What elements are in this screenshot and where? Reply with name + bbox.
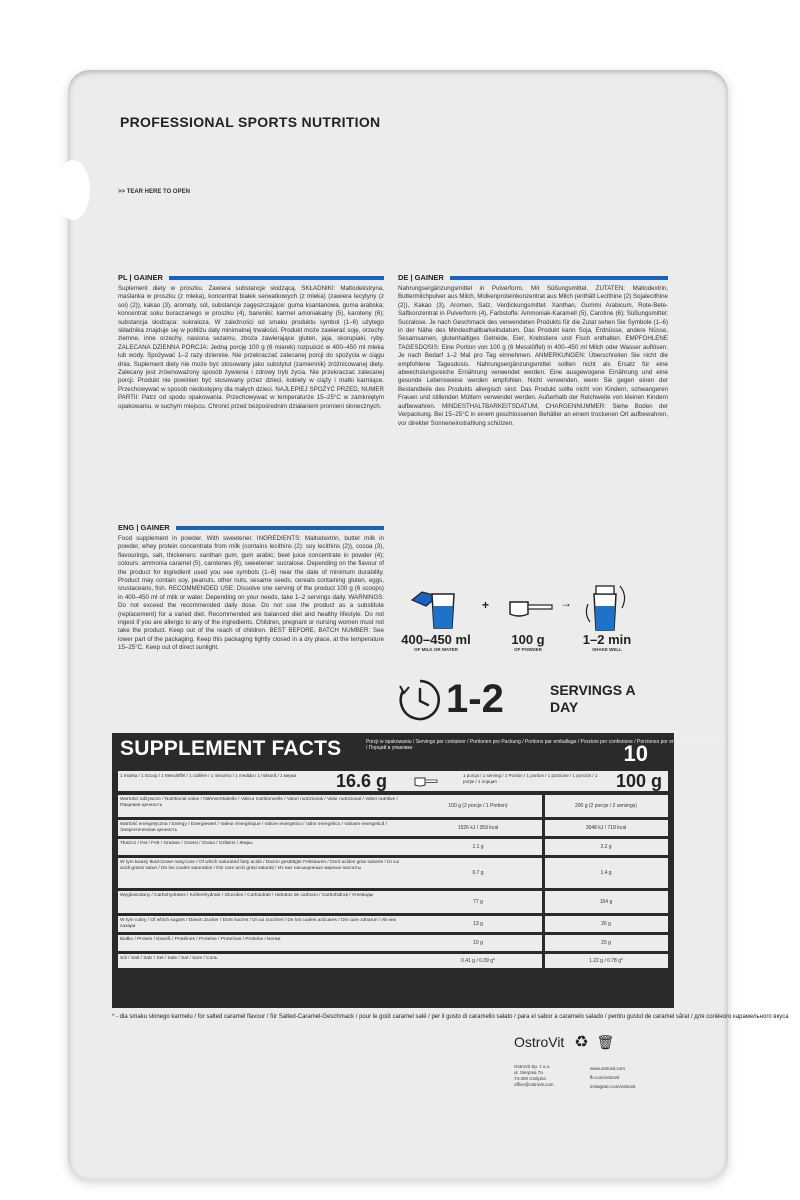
servings-per-container-label: Porcji w opakowaniu / Servings per container / Portionen pro Packung / Portions par emballage / Porzioni per confezione / Porciones por envase / Porţii în ambalaj / Порций в упаковке [366, 739, 726, 751]
section-eng-heading: ENG | GAINER [118, 523, 170, 532]
step-shake-sub: SHAKE WELL [592, 647, 622, 652]
tear-notch [56, 160, 90, 220]
flavor-note: * - dla smaku słonego karmelu / for salted caramel flavour / für Salted-Caramel-Geschmack / pour le goût caramel salé / per il gusto di caramello salato / para el sabor a caramelo salado / pentru gustul de caramel sărat / для солёного карамельного вкуса [112, 1014, 789, 1020]
nutrient-value-200g: 1.22 g / 0.78 g* [589, 957, 623, 964]
trash-bin-icon: 🗑 [596, 1034, 615, 1050]
nutrition-row [118, 858, 668, 888]
plus-sign: + [482, 598, 490, 612]
nutrient-label: Wartości odżywcze / Nutritional value / Nährwerttabelle / Valeur nutritionnelle / Valori nutrizionali / Valor nutricional / Valori nutritive / Пищевая ценность [120, 797, 398, 808]
website-link[interactable]: www.ostrovit.com [590, 1066, 626, 1071]
accent-bar [450, 276, 668, 280]
step-milk-value: 400–450 ml [401, 632, 471, 647]
instagram-link[interactable]: instagram.com/ostrovit [590, 1084, 636, 1089]
nutrition-row [118, 935, 668, 951]
arrow-sign: → [560, 596, 572, 610]
nutrient-label: W tym cukry / Of which sugars / Davon Zucker / Dont sucres / Di cui zuccheri / De los cuales azúcares / Din care zaharuri / Из них сахара [120, 918, 397, 929]
supplement-facts-panel [112, 733, 726, 1008]
section-pl-heading: PL | GAINER [118, 273, 163, 282]
column-divider [542, 954, 545, 968]
column-divider [542, 820, 545, 836]
brand-line: PROFESSIONAL SPORTS NUTRITION [120, 114, 381, 130]
nutrient-value-200g: 2.2 g [600, 843, 612, 850]
nutrient-value-100g: 100 g (2 porcje / 1 Portion) [448, 802, 508, 809]
nutrient-value-100g: 0.7 g [472, 869, 484, 876]
nutrient-value-100g: 10 g [473, 939, 483, 946]
nutrition-row [118, 891, 668, 913]
section-de [398, 272, 668, 522]
address-line: OstroVit Sp. z o.o. [514, 1064, 551, 1069]
column-divider [542, 839, 545, 855]
preparation-steps [400, 580, 668, 660]
accent-bar [169, 276, 384, 280]
facebook-link[interactable]: fb.com/ostrovit [590, 1075, 620, 1080]
nutrient-value-200g: 3048 kJ / 718 kcal [585, 824, 627, 831]
nutrient-label: W tym kwasy tłuszczowe nasycone / Of which saturated fatty acids / Davon gesättigte Fettsäuren / Dont acides gras saturés / Di cui acidi grassi saturi / De los cuales saturados / Din care acizi grași saturați / Из них насыщенные жирные кислоты [120, 860, 400, 871]
nutrient-value-100g: 1526 kJ / 359 kcal [457, 824, 499, 831]
step-powder-sub: OF POWDER [514, 647, 542, 652]
serving-size-row [118, 771, 668, 791]
section-de-body: Nahrungsergänzungsmittel in Pulverform. Mit Süßungsmittel. ZUTATEN: Maltodextrin, Buttermilchpulver aus Milch, Molkenproteinkonzentrat aus Milch (enthält Lecithine (2) Sojalecithine (2)), Kakao (3), Aromen, Salz, Verdickungsmittel: Xanthan, Gummi Arabicum, Rote-Bete-Saftkonzentrat in Pulverform (4), Farbstoffe: Ammoniak-Karamell (5), Carotine (6); Süßungsmittel: Sucralose. Je nach Geschmack des verwendeten Produkts für die Zutat sehen Sie Symbole (1–6) in der Nähe des Mindesthaltbarkeitsdatum. Das Produkt kann Soja, Erdnüsse, andere Nüsse, Sesamsamen, glutenhaltiges Getreide, Eier, Krebstiere und Fisch enthalten. EMPFOHLENE TAGESDOSIS: Eine Portion von 100 g (6 Messlöffel) in 400–450 ml Milch oder Wasser auflösen. Je nach Bedarf 1–2 Mal pro Tag einnehmen. ANMERKUNGEN: Überschreiten Sie nicht die empfohlene Tagesdosis. Nahrungsergänzungsmittel sollten nicht als Ersatz für eine abwechslungsreiche Ernährung verwendet werden. Eine ausgewogene Ernährung und eine gesunde Lebensweise werden empfohlen. Nicht verwenden, wenn Sie gegen einen der Bestandteile des Produkts allergisch sind. Das Produkt sollte nicht von Kindern, schwangeren Frauen und stillenden Müttern verwendet werden. Außerhalb der Reichweite von kleinen Kindern aufbewahren. MINDESTHALTBARKEITSDATUM, CHARGENNUMMER: Siehe Boden der Verpackung. Bei 15–25°C in einem geschlossenen Behälter an einem trockenen Ort aufbewahren, vor direkter Sonneneinstrahlung schützen. [398, 285, 668, 427]
step-milk [394, 632, 478, 652]
social-links [590, 1064, 635, 1091]
section-eng-head [118, 522, 384, 533]
section-eng-body: Food supplement in powder. With sweetener. INGREDIENTS: Maltodextrin, butter milk in powder, whey protein concentrate from milk (contains lecithins (2): soy lecithins (2)), cocoa (3), flavourings, salt, thickeners: xanthan gum, gum arabic; beet juice concentrate in powder (4); colours: ammonia caramel (5), carotenes (6); sweetener: sucralose. Depending on the flavour of the product for ingredient used you see symbols (1–6) near the date of minimum durability. Product may contain soy, peanuts, other nuts, sesame seeds, cereals containing gluten, eggs, crustaceans, fish. RECOMMENDED USE: Dissolve one serving of the product 100 g (6 scoops) in 400–450 ml of milk or water. Depending on your needs, take 1–2 servings daily. WARNINGS: Do not exceed the recommended daily dose. Do not use the product as a substitute (replacement) for a varied diet. Recommended are balanced diet and healthy lifestyle. Do not ingest if you are allergic to any of the ingredients. Children, pregnant or nursing women must not take the product. Keep out of the reach of children. BEST BEFORE, BATCH NUMBER: See lower part of the packaging. Keep this packaging tightly closed in a dry place, at the temperature 15–25°C. Keep out of direct sunlight. [118, 535, 384, 652]
nutrient-label: Węglowodany / Carbohydrates / Kohlenhydrate / Glucides / Carboidrati / Hidratos de carbono / Carbohidrați / Углеводы [120, 893, 374, 898]
step-shake [572, 632, 642, 652]
nutrition-row [118, 954, 668, 968]
milk-glass-icon [408, 584, 462, 630]
scoop-weight: 16.6 g [336, 771, 388, 791]
nutrient-value-100g: 77 g [473, 898, 483, 905]
nutrient-value-200g: 26 g [601, 920, 611, 927]
supplement-facts-title: SUPPLEMENT FACTS [120, 737, 342, 760]
nutrient-value-200g: 154 g [599, 898, 613, 905]
shaker-icon [584, 580, 630, 632]
company-address [514, 1064, 554, 1088]
column-divider [542, 916, 545, 932]
nutrient-label: Tłuszcz / Fat / Fett / Graisse / Grassi / Grasa / Grăsimi / Жиры [120, 841, 253, 846]
portion-label: 1 porcja / 1 serving / 1 Portion / 1 portion / 1 porzione / 1 porción / 1 porţie / 1 порция [463, 773, 598, 784]
accent-bar [176, 526, 384, 530]
step-powder-value: 100 g [511, 632, 545, 647]
logo-text: OstroVit [514, 1034, 565, 1050]
nutrient-value-100g: 1.1 g [472, 843, 484, 850]
nutrient-value-200g: 20 g [601, 939, 611, 946]
step-powder [496, 632, 560, 652]
section-eng [118, 522, 384, 732]
nutrient-value-100g: 13 g [473, 920, 483, 927]
column-divider [542, 858, 545, 888]
section-pl [118, 272, 384, 518]
column-divider [542, 891, 545, 913]
tear-label: >> TEAR HERE TO OPEN [118, 189, 190, 195]
nutrition-row [118, 839, 668, 855]
portion-weight: 100 g [615, 771, 662, 791]
address-line: office@ostrovit.com [514, 1082, 554, 1087]
nutrition-row [118, 820, 668, 836]
section-pl-body: Suplement diety w proszku. Zawiera substancje słodzącą. SKŁADNIKI: Maltodekstryna, maślanka w proszku (z mleka), koncentrat białek serwatkowych (z mleka) (zawiera lecytyny (z soi) (2)), kakao (3), aromaty, sól, substancje zagęszczające: guma ksantanowa, guma arabska; koncentrat soku buraczanego w proszku (4), barwniki: karmel amoniakalny (5), karoteny (6); substancja słodząca: sukraloza. W zależności od smaku produktu symbol (1–6) użytego składnika znajduje się w pobliżu daty minimalnej trwałości. Produkt może zawierać soję, orzechy ziemne, inne orzechy, nasiona sezamu, zboża zawierające gluten, jaja, skorupiaki, ryby. ZALECANA DZIENNA PORCJA: Jedną porcję 100 g (6 miarek) rozpuścić w 400–450 ml mleka lub wody. Spożywać 1–2 razy dziennie. Nie przekraczać zalecanej porcji do spożycia w ciągu dnia. Suplement diety nie może być stosowany jako substytut (zamiennik) zróżnicowanej diety. Zalecany jest zrównoważony sposób żywienia i zdrowy tryb życia. Nie przekraczać zalecanej porcji. Produkt nie powinien być stosowany przez dzieci, kobiety w ciąży i matki karmiące. Przechowywać w sposób niedostępny dla małych dzieci. NAJLEPIEJ SPOŻYĆ PRZED, NUMER PARTII: Patrz od spodu opakowania. Przechowywać w temperaturze 15–25°C w zamkniętym opakowaniu, w suchym miejscu. Chronić przed bezpośrednim działaniem promieni słonecznych. [118, 285, 384, 410]
section-pl-head [118, 272, 384, 283]
nutrient-label: Sól / Salt / Salz / Sel / Sale / Sal / Sare / Соль [120, 956, 218, 961]
step-shake-value: 1–2 min [582, 632, 632, 647]
clock-icon [398, 678, 442, 722]
nutrient-label: Białko / Protein / Eiweiß / Protéines / Proteine / Proteínas / Proteine / Белки [120, 937, 281, 942]
column-divider [542, 795, 545, 817]
nutrition-row [118, 795, 668, 817]
servings-text: SERVINGS A DAY [550, 682, 636, 715]
recycle-icon: ♻ [574, 1034, 589, 1051]
servings-per-container-value: 10 [623, 741, 648, 766]
servings-number: 1-2 [446, 677, 504, 721]
scoop-icon [414, 775, 438, 788]
section-de-heading: DE | GAINER [398, 273, 444, 282]
nutrient-label: Wartość energetyczna / Energy / Energiewert / Valeur énergétique / Valore energetico / Valor energético / Valoare energetică / Энергетическая ценность [120, 822, 387, 833]
step-milk-sub: OF MILK OR WATER [414, 647, 458, 652]
nutrition-row [118, 916, 668, 932]
nutrient-value-200g: 200 g (2 porcje / 2 servings) [575, 802, 637, 809]
scoop-icon [508, 592, 554, 622]
scoop-label: 1 miarka / 1 Scoop / 1 Messlöffel / 1 cuillère / 1 misurino / 1 medida / 1 măsură / 1 мерка [120, 773, 297, 778]
address-line: 74-300 Cedynia [514, 1076, 546, 1081]
nutrient-value-200g: 1.4 g [600, 869, 612, 876]
ostrovit-logo [514, 1032, 614, 1052]
section-de-head [398, 272, 668, 283]
servings-per-day [398, 676, 668, 726]
column-divider [542, 935, 545, 951]
nutrient-value-100g: 0.41 g / 0.39 g* [461, 957, 495, 964]
address-line: ul. Sierpnia 7a [514, 1070, 543, 1075]
